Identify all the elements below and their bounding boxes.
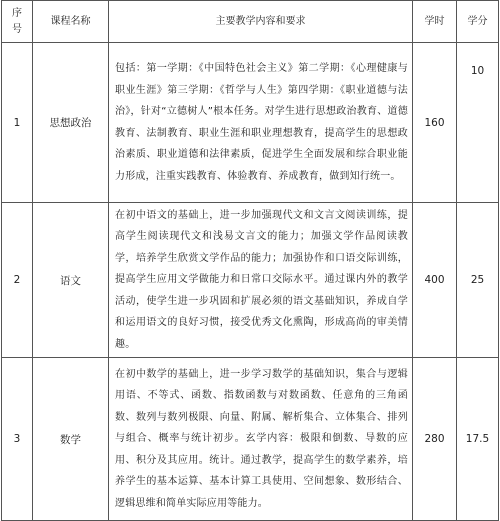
- table-row: [2, 358, 499, 521]
- row-course-name: 数学: [33, 358, 109, 521]
- header-content: 主要教学内容和要求: [109, 1, 413, 43]
- table-row: [2, 43, 499, 203]
- row-credits-cell: [457, 43, 499, 203]
- header-credits: 学分: [457, 1, 499, 43]
- row-hours: 280: [413, 358, 457, 521]
- row-course-name: 语文: [33, 203, 109, 358]
- row-index: 1: [2, 43, 33, 203]
- header-index: 序 号: [2, 1, 33, 43]
- table-row: [2, 203, 499, 358]
- row-content: 在初中数学的基础上，进一步学习数学的基础知识，集合与逻辑用语、不等式、函数、指数函数与对数函数、任意角的三角函数、数列与数列极限、向量、附属、解析集合、立体集合、排列与组合、概率与统计初步。玄学内容：极限和倒数、导数的应用、积分及其应用。统计。通过教学，提高学生的数学素养，培养学生的基本运算、基本计算工具使用、空间想象、数形结合、逻辑思维和简单实际应用等能力。: [109, 358, 413, 521]
- curriculum-table: [1, 0, 499, 521]
- table-header-row: [2, 1, 499, 43]
- header-course-name: 课程名称: [33, 1, 109, 43]
- header-hours: 学时: [413, 1, 457, 43]
- row-content: 包括：第一学期：《中国特色社会主义》第二学期：《心理健康与职业生涯》第三学期：《哲学与人生》第四学期：《职业道德与法治》，针对“立德树人”根本任务。对学生进行思想政治教育、道德教育、法制教育、职业生涯和职业理想教育，提高学生的思想政治素质、职业道德和法律素质，促进学生全面发展和综合职业能力形成，注重实践教育、体验教育、养成教育，做到知行统一。: [109, 43, 413, 203]
- row-credits: 25: [457, 203, 499, 358]
- row-content: 在初中语文的基础上，进一步加强现代文和文言文阅读训练，提高学生阅读现代文和浅易文言文的能力；加强文学作品阅读教学，培养学生欣赏文学作品的能力；加强协作和口语交际训练，提高学生应用文学做能力和日常口交际水平。通过课内外的教学活动，使学生进一步巩固和扩展必须的语文基础知识，养成自学和运用语文的良好习惯，接受优秀文化熏陶，形成高尚的审美情趣。: [109, 203, 413, 358]
- row-course-name: 思想政治: [33, 43, 109, 203]
- row-index: 2: [2, 203, 33, 358]
- row-index: 3: [2, 358, 33, 521]
- row-credits: 17.5: [457, 358, 499, 521]
- row-credits: 10: [470, 65, 485, 77]
- row-hours: 400: [413, 203, 457, 358]
- row-hours: 160: [413, 43, 457, 203]
